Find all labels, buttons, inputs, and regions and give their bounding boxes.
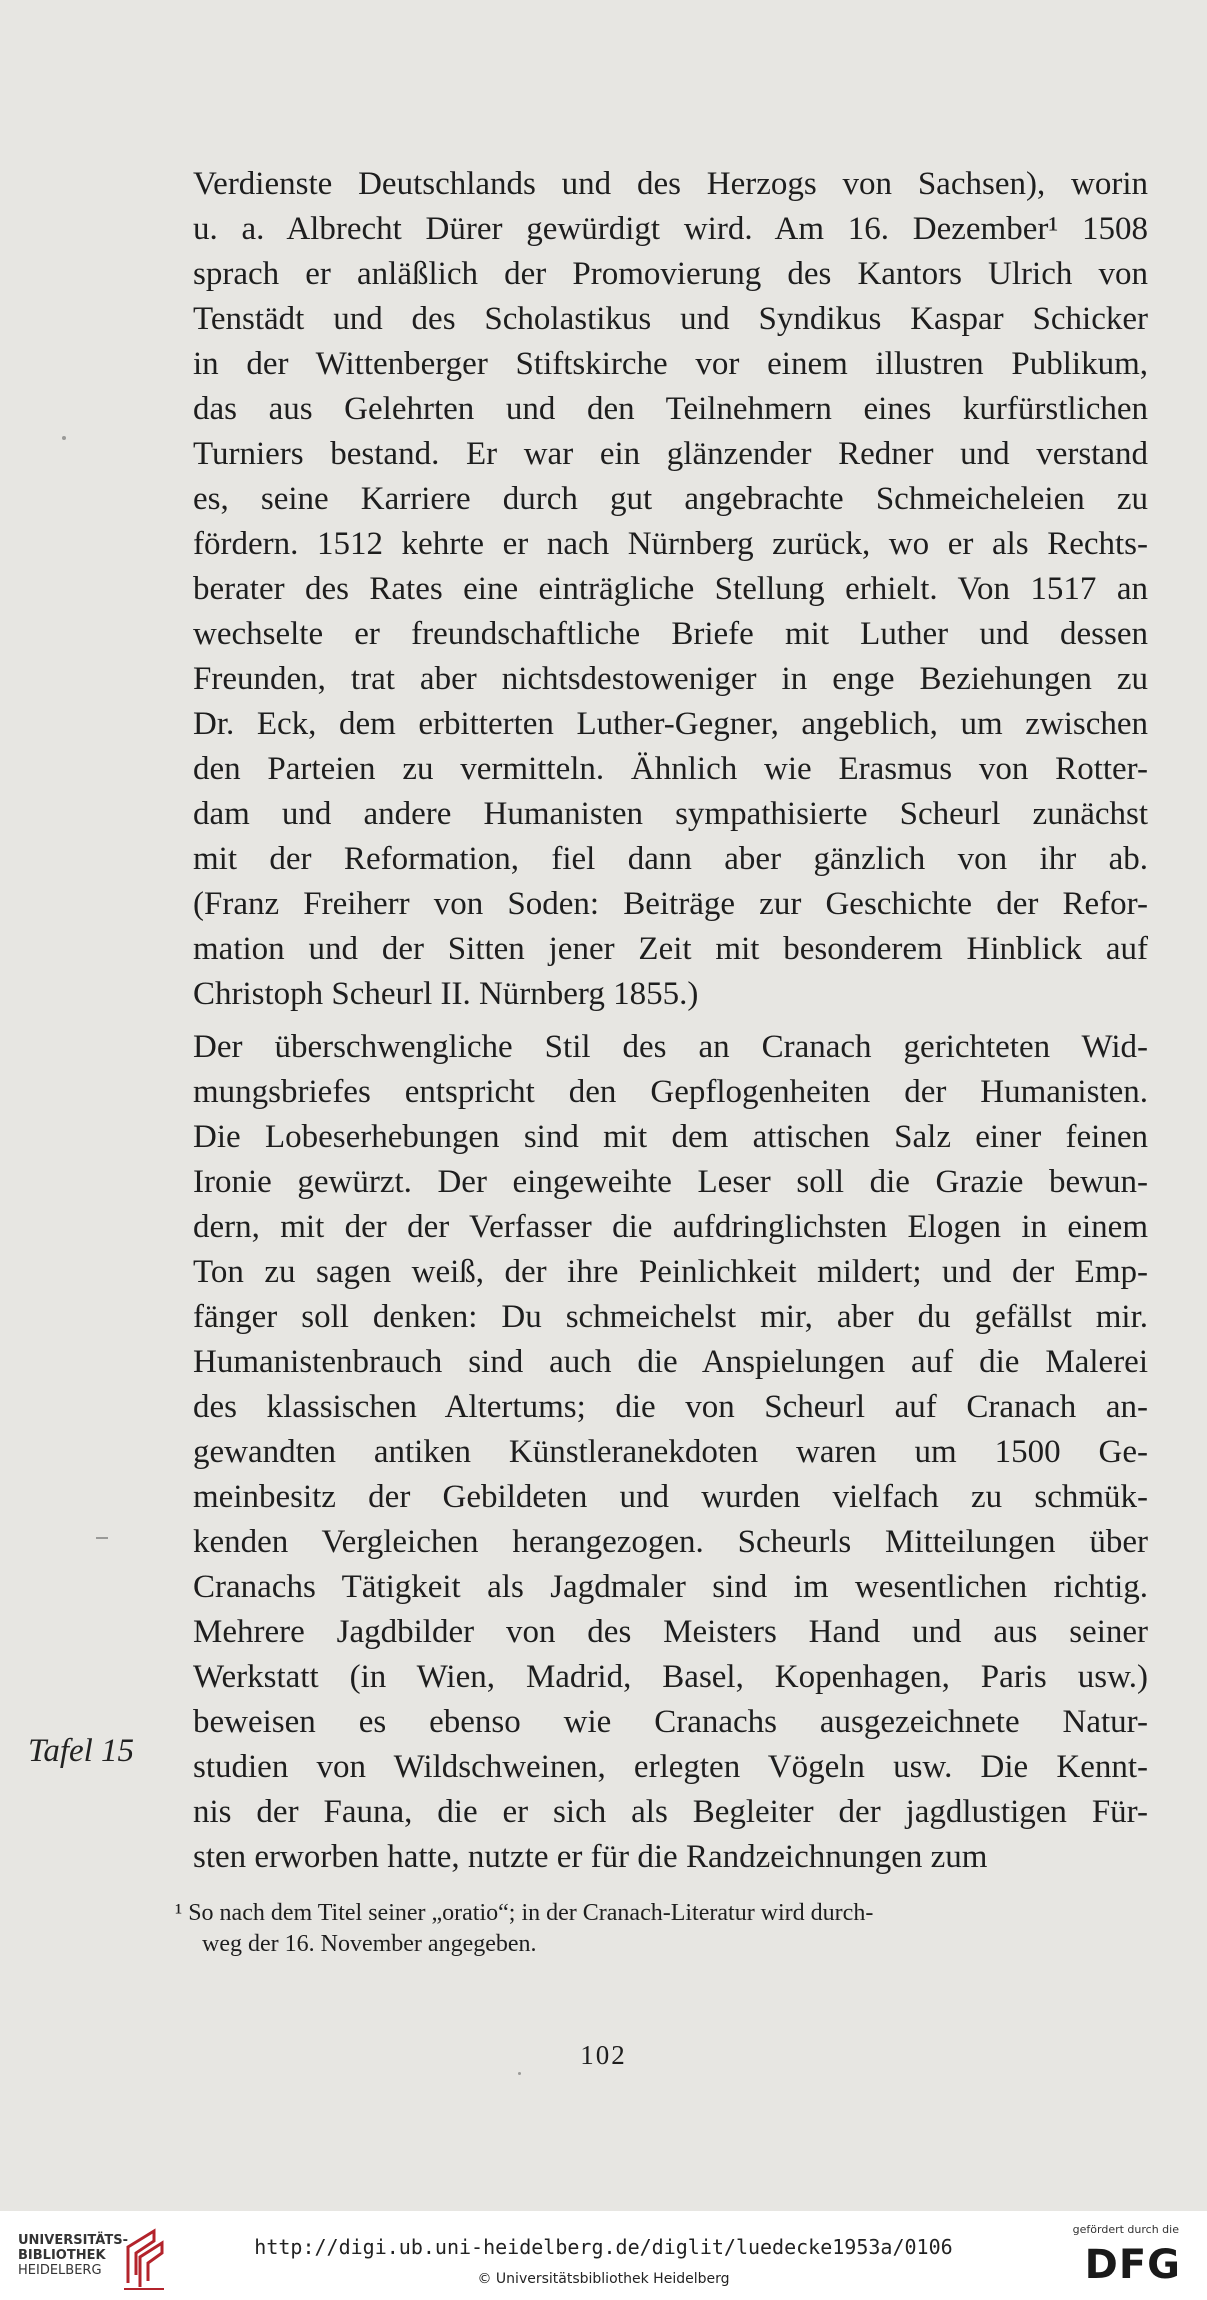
- paragraph-1-line: mation und der Sitten jener Zeit mit besonderem Hinblick auf: [193, 931, 1148, 967]
- paragraph-1-line: Dr. Eck, dem erbitterten Luther-Gegner, angeblich, um zwischen: [193, 706, 1148, 742]
- paragraph-2-line: studien von Wildschweinen, erlegten Vögeln usw. Die Kennt-: [193, 1749, 1148, 1785]
- paragraph-1-line: Tenstädt und des Scholastikus und Syndikus Kaspar Schicker: [193, 301, 1148, 337]
- paragraph-2-line: kenden Vergleichen herangezogen. Scheurls Mitteilungen über: [193, 1524, 1148, 1560]
- margin-speck: [62, 436, 66, 440]
- paragraph-1-line: dam und andere Humanisten sympathisierte Scheurl zunächst: [193, 796, 1148, 832]
- paragraph-2-line: Cranachs Tätigkeit als Jagdmaler sind im wesentlichen richtig.: [193, 1569, 1148, 1605]
- paragraph-2-line: Ton zu sagen weiß, der ihre Peinlichkeit mildert; und der Emp-: [193, 1254, 1148, 1290]
- dfg-logo: DFG: [1084, 2242, 1181, 2288]
- paragraph-1: [193, 162, 1148, 1017]
- paragraph-2-line: Der überschwengliche Stil des an Cranach gerichteten Wid-: [193, 1029, 1148, 1065]
- paragraph-2-line: Humanistenbrauch sind auch die Anspielungen auf die Malerei: [193, 1344, 1148, 1380]
- paragraph-2-line: Mehrere Jagdbilder von des Meisters Hand und aus seiner: [193, 1614, 1148, 1650]
- paragraph-1-line: sprach er anläßlich der Promovierung des Kantors Ulrich von: [193, 256, 1148, 292]
- paragraph-1-line: es, seine Karriere durch gut angebrachte Schmeicheleien zu: [193, 481, 1148, 517]
- paragraph-2-line: sten erworben hatte, nutzte er für die Randzeichnungen zum: [193, 1839, 988, 1875]
- paragraph-1-line: Verdienste Deutschlands und des Herzogs von Sachsen), worin: [193, 166, 1148, 202]
- paragraph-1-line: den Parteien zu vermitteln. Ähnlich wie Erasmus von Rotter-: [193, 751, 1148, 787]
- permalink-url[interactable]: http://digi.ub.uni-heidelberg.de/diglit/luedecke1953a/0106: [254, 2235, 953, 2259]
- digitization-footer: [0, 2211, 1207, 2300]
- paragraph-1-line: (Franz Freiherr von Soden: Beiträge zur Geschichte der Refor-: [193, 886, 1148, 922]
- paragraph-2-line: meinbesitz der Gebildeten und wurden vielfach zu schmük-: [193, 1479, 1148, 1515]
- footnote-line-1: ¹ So nach dem Titel seiner „oratio“; in der Cranach-Literatur wird durch-: [175, 1900, 874, 1926]
- paragraph-1-line: fördern. 1512 kehrte er nach Nürnberg zurück, wo er als Rechts-: [193, 526, 1148, 562]
- footnote: [175, 1898, 1150, 1960]
- page-number: 102: [580, 2040, 627, 2070]
- paragraph-1-line: wechselte er freundschaftliche Briefe mit Luther und dessen: [193, 616, 1148, 652]
- paragraph-1-line: das aus Gelehrten und den Teilnehmern eines kurfürstlichen: [193, 391, 1148, 427]
- paragraph-1-line: Freunden, trat aber nichtsdestoweniger in enge Beziehungen zu: [193, 661, 1148, 697]
- paragraph-2-line: dern, mit der der Verfasser die aufdringlichsten Elogen in einem: [193, 1209, 1148, 1245]
- paragraph-2-line: gewandten antiken Künstleranekdoten waren um 1500 Ge-: [193, 1434, 1148, 1470]
- paragraph-1-line: in der Wittenberger Stiftskirche vor einem illustren Publikum,: [193, 346, 1148, 382]
- paragraph-2-line: beweisen es ebenso wie Cranachs ausgezeichnete Natur-: [193, 1704, 1148, 1740]
- paragraph-2-line: nis der Fauna, die er sich als Begleiter der jagdlustigen Für-: [193, 1794, 1148, 1830]
- paragraph-1-line: u. a. Albrecht Dürer gewürdigt wird. Am 16. Dezember¹ 1508: [193, 211, 1148, 247]
- library-name-line-3: HEIDELBERG: [18, 2263, 102, 2278]
- paragraph-2-line: Ironie gewürzt. Der eingeweihte Leser soll die Grazie bewun-: [193, 1164, 1148, 1200]
- margin-note-plate-reference: Tafel 15: [28, 1733, 135, 1769]
- paragraph-2: [193, 1025, 1148, 1880]
- paragraph-2-line: mungsbriefes entspricht den Gepflogenheiten der Humanisten.: [193, 1074, 1148, 1110]
- paragraph-1-line: mit der Reformation, fiel dann aber gänzlich von ihr ab.: [193, 841, 1148, 877]
- funding-caption: gefördert durch die: [1072, 2223, 1179, 2236]
- paragraph-1-line: Christoph Scheurl II. Nürnberg 1855.): [193, 976, 699, 1012]
- paragraph-1-line: Turniers bestand. Er war ein glänzender Redner und verstand: [193, 436, 1148, 472]
- paragraph-2-line: Werkstatt (in Wien, Madrid, Basel, Kopenhagen, Paris usw.): [193, 1659, 1148, 1695]
- paragraph-1-line: berater des Rates eine einträgliche Stellung erhielt. Von 1517 an: [193, 571, 1148, 607]
- margin-speck: [518, 2072, 521, 2075]
- paragraph-2-line: des klassischen Altertums; die von Scheurl auf Cranach an-: [193, 1389, 1148, 1425]
- paragraph-2-line: fänger soll denken: Du schmeichelst mir, aber du gefällst mir.: [193, 1299, 1148, 1335]
- library-name-line-2: BIBLIOTHEK: [18, 2248, 106, 2263]
- paragraph-2-line: Die Lobeserhebungen sind mit dem attischen Salz einer feinen: [193, 1119, 1148, 1155]
- footnote-line-2: weg der 16. November angegeben.: [202, 1931, 537, 1957]
- copyright-notice: © Universitätsbibliothek Heidelberg: [477, 2271, 730, 2287]
- library-name-line-1: UNIVERSITÄTS-: [18, 2233, 128, 2248]
- margin-speck: [96, 1537, 108, 1539]
